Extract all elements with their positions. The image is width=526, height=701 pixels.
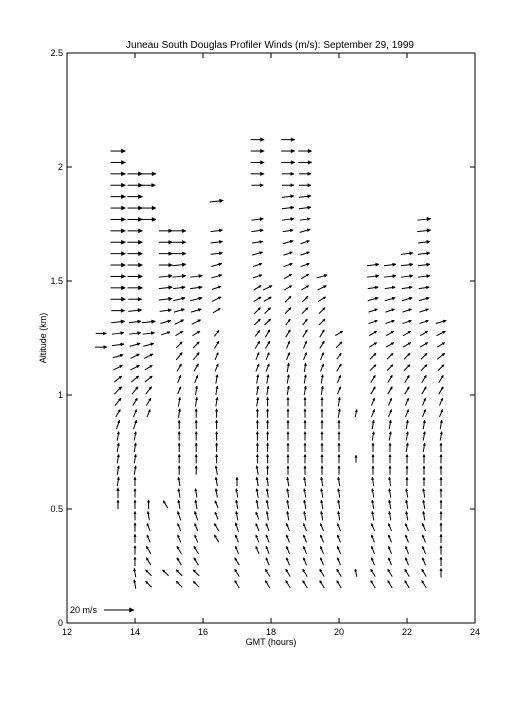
x-tick-label: 18 (265, 627, 277, 637)
y-axis-label: Altitude (km) (38, 312, 48, 364)
y-tick-label: 1 (57, 390, 63, 400)
x-tick-label: 12 (61, 627, 73, 637)
y-tick-label: 0 (57, 618, 63, 628)
scale-key-label: 20 m/s (70, 605, 98, 615)
y-tick-label: 0.5 (50, 504, 63, 514)
y-tick-label: 1.5 (50, 276, 63, 286)
x-axis-label: GMT (hours) (245, 637, 297, 647)
x-tick-label: 24 (469, 627, 481, 637)
x-tick-label: 14 (129, 627, 141, 637)
y-tick-label: 2 (57, 162, 63, 172)
x-tick-label: 16 (197, 627, 209, 637)
chart-title: Juneau South Douglas Profiler Winds (m/s): September 29, 1999 (126, 40, 414, 51)
y-tick-label: 2.5 (50, 48, 63, 58)
plot-area (67, 53, 475, 623)
x-tick-label: 22 (401, 627, 413, 637)
x-tick-label: 20 (333, 627, 345, 637)
